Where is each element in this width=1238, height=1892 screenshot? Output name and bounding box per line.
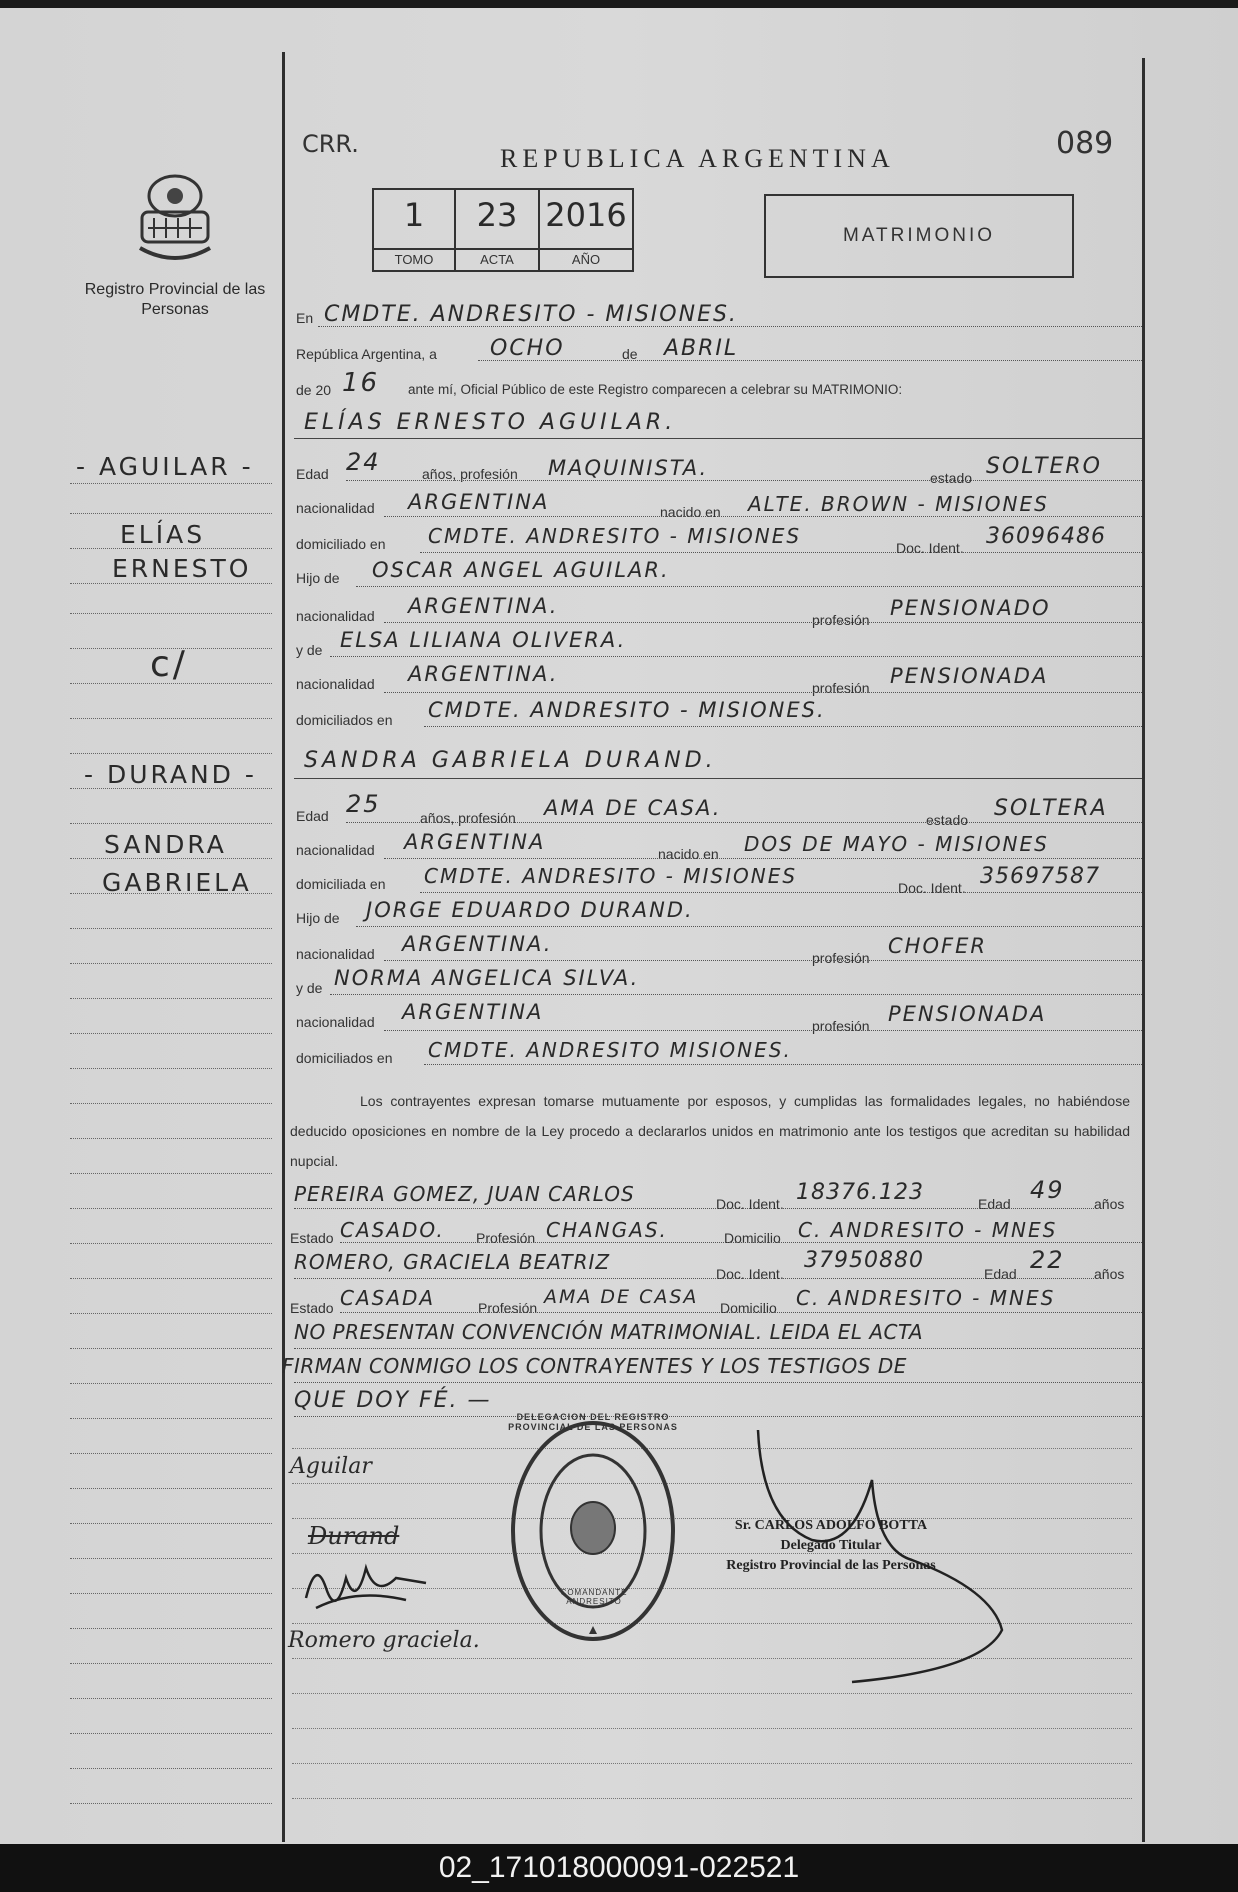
groom-age: 24 bbox=[346, 448, 381, 476]
label-nacionalidad: nacionalidad bbox=[296, 946, 375, 962]
bride-father-nationality: ARGENTINA. bbox=[402, 932, 553, 956]
bride-address: CMDTE. ANDRESITO - MISIONES bbox=[424, 864, 798, 888]
margin-line bbox=[70, 1138, 272, 1139]
margin-line bbox=[70, 483, 272, 484]
witness-1-age: 49 bbox=[1030, 1176, 1065, 1204]
fill-line bbox=[356, 926, 1142, 927]
seal-inner-text: COMANDANTE ANDRESITO bbox=[560, 1588, 628, 1606]
label-estado: Estado bbox=[290, 1230, 334, 1246]
signature-groom: Aguilar bbox=[290, 1454, 372, 1479]
margin-line bbox=[70, 1593, 272, 1594]
fill-line bbox=[340, 1312, 1142, 1313]
label-year-prefix: de 20 bbox=[296, 382, 332, 398]
witness-1-address: C. ANDRESITO - MNES bbox=[798, 1218, 1058, 1242]
folio-number: 089 bbox=[1056, 126, 1114, 161]
witness-1-doc: 18376.123 bbox=[796, 1180, 924, 1205]
fill-line bbox=[294, 1278, 1094, 1279]
bride-nationality: ARGENTINA bbox=[404, 830, 546, 854]
witness-2-status: CASADA bbox=[340, 1286, 436, 1310]
ano-cell bbox=[540, 190, 632, 270]
margin-connector: c/ bbox=[150, 644, 188, 685]
acta-value: 23 bbox=[476, 196, 518, 234]
label-nacido: nacido en bbox=[660, 504, 721, 520]
label-doc: Doc. Ident. bbox=[898, 880, 966, 896]
margin-groom-second-name: ERNESTO bbox=[112, 554, 252, 583]
seal-outer-text: DELEGACION DEL REGISTRO PROVINCIAL DE LAS PERSONAS bbox=[508, 1412, 678, 1432]
tomo-value: 1 bbox=[403, 196, 425, 234]
margin-bride-surname: - DURAND - bbox=[84, 760, 257, 789]
fill-line bbox=[424, 726, 1142, 727]
crr-mark: CRR. bbox=[302, 130, 359, 158]
fill-line bbox=[294, 778, 1142, 779]
label-profesion: profesión bbox=[812, 1018, 870, 1034]
label-domiciliados: domiciliados en bbox=[296, 1050, 393, 1066]
country-title: REPUBLICA ARGENTINA bbox=[500, 144, 895, 173]
label-anos: años bbox=[1094, 1266, 1125, 1282]
label-profesion: profesión bbox=[812, 612, 870, 628]
groom-mother-profession: PENSIONADA bbox=[890, 664, 1049, 688]
officer-stamp bbox=[716, 1516, 946, 1576]
margin-line bbox=[70, 1558, 272, 1559]
registry-seal-icon bbox=[508, 1416, 678, 1646]
acta-cell bbox=[456, 190, 540, 270]
margin-line bbox=[70, 1348, 272, 1349]
fill-line bbox=[384, 858, 1142, 859]
label-nacionalidad: nacionalidad bbox=[296, 500, 375, 516]
groom-birthplace: ALTE. BROWN - MISIONES bbox=[748, 492, 1049, 516]
groom-father-nationality: ARGENTINA. bbox=[408, 594, 559, 618]
margin-line bbox=[70, 1698, 272, 1699]
officer-title: Delegado Titular bbox=[780, 1538, 882, 1553]
margin-rule bbox=[282, 52, 285, 1842]
margin-line bbox=[70, 1488, 272, 1489]
fill-line bbox=[384, 692, 1142, 693]
fill-line bbox=[346, 822, 1142, 823]
margin-bride-second-name: GABRIELA bbox=[102, 868, 252, 897]
label-en: En bbox=[296, 310, 314, 326]
margin-line bbox=[70, 1173, 272, 1174]
groom-status: SOLTERO bbox=[986, 454, 1102, 479]
fill-line bbox=[330, 994, 1142, 995]
margin-line bbox=[70, 1103, 272, 1104]
bride-birthplace: DOS DE MAYO - MISIONES bbox=[744, 832, 1049, 856]
label-nacionalidad: nacionalidad bbox=[296, 1014, 375, 1030]
fill-line bbox=[294, 1416, 1142, 1417]
margin-line bbox=[70, 1313, 272, 1314]
label-republica: República Argentina, a bbox=[296, 346, 437, 362]
margin-line bbox=[70, 1243, 272, 1244]
margin-line bbox=[70, 1208, 272, 1209]
bride-doc: 35697587 bbox=[980, 864, 1100, 889]
margin-bride-first-name: SANDRA bbox=[104, 830, 227, 859]
label-de: de bbox=[622, 346, 638, 362]
groom-mother: ELSA LILIANA OLIVERA. bbox=[340, 628, 627, 652]
fill-line bbox=[330, 656, 1142, 657]
declaration-text: Los contrayentes expresan tomarse mutuamente por esposos, y cumplidas las formalidades legales, no habiéndose deducido oposiciones en nombre de la Ley procedo a declararlos unidos en matrimonio ante los testigos que acreditan su habilidad nupcial. bbox=[290, 1093, 1130, 1169]
act-type-box: MATRIMONIO bbox=[764, 194, 1074, 278]
margin-line bbox=[70, 1523, 272, 1524]
witness-1-status: CASADO. bbox=[340, 1218, 445, 1242]
bride-mother-nationality: ARGENTINA bbox=[402, 1000, 544, 1024]
note-line-1: NO PRESENTAN CONVENCIÓN MATRIMONIAL. LEIDA EL ACTA bbox=[294, 1320, 924, 1344]
label-profesion: Profesión bbox=[476, 1230, 536, 1246]
fill-line bbox=[420, 552, 1142, 553]
fill-line bbox=[424, 1064, 1142, 1065]
label-nacionalidad: nacionalidad bbox=[296, 842, 375, 858]
tomo-label: TOMO bbox=[374, 248, 454, 270]
groom-address: CMDTE. ANDRESITO - MISIONES bbox=[428, 524, 802, 548]
margin-line bbox=[70, 1068, 272, 1069]
acta-label: ACTA bbox=[456, 248, 538, 270]
margin-line bbox=[70, 753, 272, 754]
act-year-suffix: 16 bbox=[342, 368, 380, 398]
margin-line bbox=[70, 1418, 272, 1419]
label-anos-profesion: años, profesión bbox=[420, 810, 516, 826]
fill-line bbox=[294, 438, 1142, 439]
officer-org: Registro Provincial de las Personas bbox=[726, 1558, 936, 1573]
groom-profession: MAQUINISTA. bbox=[548, 456, 709, 480]
label-edad: Edad bbox=[984, 1266, 1017, 1282]
label-domiciliada: domiciliada en bbox=[296, 876, 386, 892]
fill-line bbox=[346, 480, 1142, 481]
label-nacido: nacido en bbox=[658, 846, 719, 862]
margin-line bbox=[70, 718, 272, 719]
margin-line bbox=[70, 583, 272, 584]
margin-line bbox=[70, 513, 272, 514]
signature-bride: Durand bbox=[308, 1522, 400, 1550]
margin-groom-first-name: ELÍAS bbox=[120, 520, 206, 549]
fill-line bbox=[340, 1242, 1142, 1243]
witness-2-name: ROMERO, GRACIELA BEATRIZ bbox=[294, 1250, 611, 1274]
fill-line bbox=[384, 960, 1142, 961]
note-line-3: QUE DOY FÉ. — bbox=[294, 1388, 492, 1413]
label-domicilio: Domicilio bbox=[724, 1230, 781, 1246]
tomo-cell bbox=[374, 190, 456, 270]
note-line-2: FIRMAN CONMIGO LOS CONTRAYENTES Y LOS TESTIGOS DE bbox=[282, 1354, 907, 1378]
label-doc: Doc. Ident. bbox=[896, 540, 964, 556]
document-page bbox=[0, 8, 1238, 1844]
act-day: OCHO bbox=[490, 336, 565, 361]
bride-mother: NORMA ANGELICA SILVA. bbox=[334, 966, 640, 990]
label-domiciliados: domiciliados en bbox=[296, 712, 393, 728]
groom-nationality: ARGENTINA bbox=[408, 490, 550, 514]
bride-parents-address: CMDTE. ANDRESITO MISIONES. bbox=[428, 1038, 792, 1062]
bride-mother-profession: PENSIONADA bbox=[888, 1002, 1047, 1026]
label-edad: Edad bbox=[978, 1196, 1011, 1212]
label-domiciliado: domiciliado en bbox=[296, 536, 386, 552]
groom-father: OSCAR ANGEL AGUILAR. bbox=[372, 558, 670, 582]
fill-line bbox=[294, 1382, 1142, 1383]
margin-groom-surname: - AGUILAR - bbox=[76, 452, 254, 481]
margin-line bbox=[70, 1803, 272, 1804]
fill-line bbox=[384, 516, 1142, 517]
bride-father: JORGE EDUARDO DURAND. bbox=[366, 898, 694, 922]
margin-line bbox=[70, 1033, 272, 1034]
label-anos: años bbox=[1094, 1196, 1125, 1212]
label-anos-profesion: años, profesión bbox=[422, 466, 518, 482]
label-ante: ante mí, Oficial Público de este Registro comparecen a celebrar su MATRIMONIO: bbox=[408, 382, 903, 397]
registry-reference-box bbox=[372, 188, 634, 272]
witness-2-age: 22 bbox=[1030, 1246, 1065, 1274]
ano-label: AÑO bbox=[540, 248, 632, 270]
label-profesion: profesión bbox=[812, 950, 870, 966]
witness-2-address: C. ANDRESITO - MNES bbox=[796, 1286, 1056, 1310]
label-edad: Edad bbox=[296, 466, 329, 482]
fill-line bbox=[294, 1208, 1094, 1209]
fill-line bbox=[384, 1030, 1142, 1031]
margin-line bbox=[70, 1768, 272, 1769]
label-estado: Estado bbox=[290, 1300, 334, 1316]
label-doc: Doc. Ident. bbox=[716, 1196, 784, 1212]
fill-line bbox=[294, 1348, 1142, 1349]
margin-line bbox=[70, 1663, 272, 1664]
margin-line bbox=[70, 1278, 272, 1279]
ruled-line bbox=[292, 1728, 1132, 1729]
ruled-line bbox=[292, 1798, 1132, 1799]
fill-line bbox=[420, 892, 1142, 893]
margin-line bbox=[70, 1453, 272, 1454]
label-nacionalidad: nacionalidad bbox=[296, 608, 375, 624]
margin-line bbox=[70, 963, 272, 964]
misiones-crest-icon bbox=[130, 168, 220, 268]
bride-name: SANDRA GABRIELA DURAND. bbox=[304, 748, 717, 773]
signature-witness: Romero graciela. bbox=[288, 1628, 480, 1653]
bride-age: 25 bbox=[346, 790, 381, 818]
scan-id-footer: 02_171018000091-022521 bbox=[0, 1844, 1238, 1892]
margin-line bbox=[70, 928, 272, 929]
label-profesion: Profesión bbox=[478, 1300, 538, 1316]
groom-father-profession: PENSIONADO bbox=[890, 596, 1051, 620]
act-place: CMDTE. ANDRESITO - MISIONES. bbox=[324, 302, 738, 327]
witness-2-profession: AMA DE CASA bbox=[544, 1286, 699, 1308]
groom-mother-nationality: ARGENTINA. bbox=[408, 662, 559, 686]
witness-2-doc: 37950880 bbox=[804, 1248, 924, 1273]
groom-doc: 36096486 bbox=[986, 524, 1106, 549]
margin-line bbox=[70, 613, 272, 614]
witness-1-name: PEREIRA GOMEZ, JUAN CARLOS bbox=[294, 1182, 635, 1206]
label-yde: y de bbox=[296, 642, 323, 658]
label-nacionalidad: nacionalidad bbox=[296, 676, 375, 692]
margin-line bbox=[70, 1628, 272, 1629]
bride-status: SOLTERA bbox=[994, 796, 1108, 821]
right-rule bbox=[1142, 58, 1145, 1842]
ruled-line bbox=[292, 1763, 1132, 1764]
ano-value: 2016 bbox=[545, 196, 627, 234]
fill-line bbox=[478, 360, 1142, 361]
label-edad: Edad bbox=[296, 808, 329, 824]
bride-profession: AMA DE CASA. bbox=[544, 796, 722, 820]
margin-line bbox=[70, 823, 272, 824]
ruled-line bbox=[292, 1693, 1132, 1694]
groom-parents-address: CMDTE. ANDRESITO - MISIONES. bbox=[428, 698, 826, 722]
fill-line bbox=[356, 586, 1142, 587]
groom-name: ELÍAS ERNESTO AGUILAR. bbox=[304, 410, 677, 435]
bride-father-profession: CHOFER bbox=[888, 934, 987, 958]
label-doc: Doc. Ident. bbox=[716, 1266, 784, 1282]
margin-line bbox=[70, 998, 272, 999]
fill-line bbox=[384, 622, 1142, 623]
label-hijo: Hijo de bbox=[296, 910, 340, 926]
registry-name: Registro Provincial de las Personas bbox=[84, 281, 266, 318]
margin-line bbox=[70, 1733, 272, 1734]
signature-scribble-icon bbox=[296, 1548, 436, 1618]
label-hijo: Hijo de bbox=[296, 570, 340, 586]
label-estado: estado bbox=[926, 812, 969, 828]
officer-name: Sr. CARLOS ADOLFO BOTTA bbox=[734, 1518, 928, 1533]
label-domicilio: Domicilio bbox=[720, 1300, 777, 1316]
label-estado: estado bbox=[930, 470, 973, 486]
label-yde: y de bbox=[296, 980, 323, 996]
margin-line bbox=[70, 1383, 272, 1384]
label-profesion: profesión bbox=[812, 680, 870, 696]
witness-1-profession: CHANGAS. bbox=[546, 1218, 668, 1242]
act-month: ABRIL bbox=[664, 336, 739, 361]
